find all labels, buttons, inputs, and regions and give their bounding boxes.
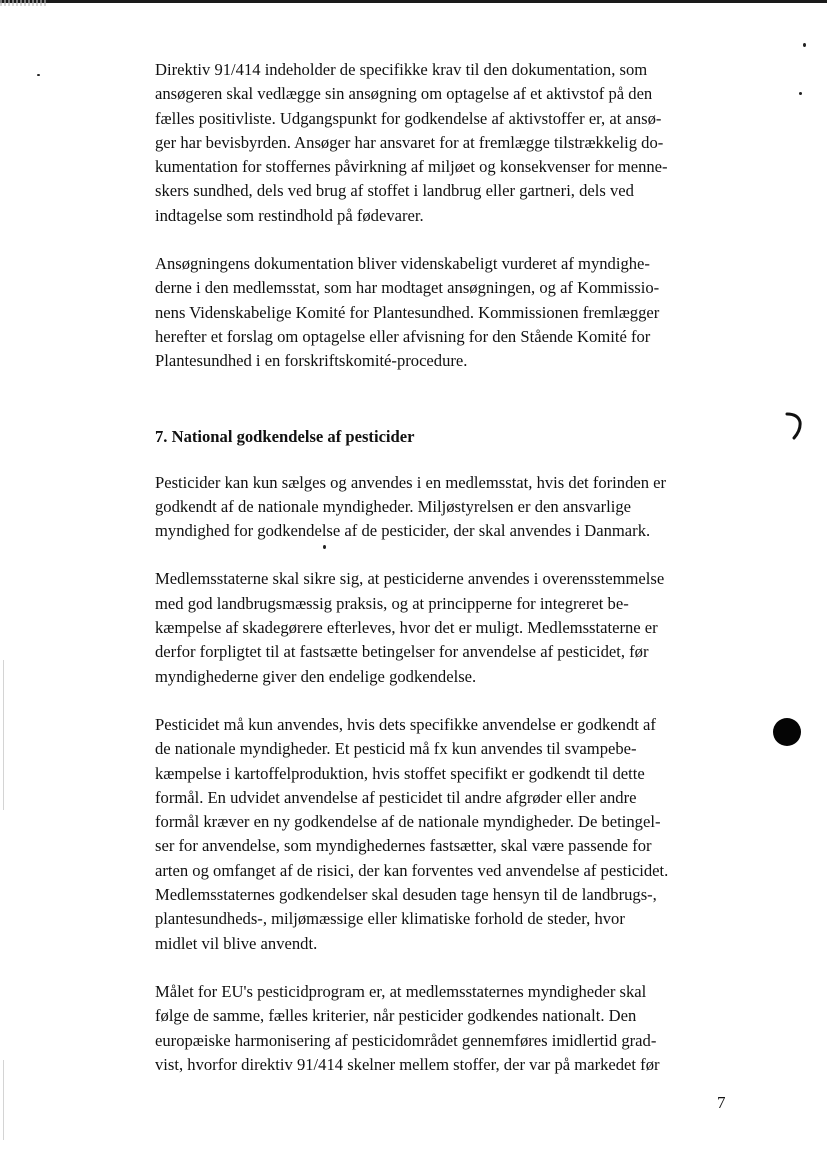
text-line: derne i den medlemsstat, som har modtaget ansøgningen, og af Kommissio-	[155, 278, 660, 298]
page-top-rule	[0, 0, 827, 3]
text-line: Ansøgningens dokumentation bliver videnskabeligt vurderet af myndighe-	[155, 254, 650, 274]
margin-speck	[803, 43, 806, 47]
paragraph-scientific-evaluation	[155, 252, 735, 373]
punch-hole	[773, 718, 801, 746]
text-line: nens Videnskabelige Komité for Plantesundhed. Kommissionen fremlægger	[155, 302, 660, 322]
page-number: 7	[717, 1093, 726, 1112]
text-line: Medlemsstaternes godkendelser skal desuden tage hensyn til de landbrugs-,	[155, 885, 657, 905]
text-line: fælles positivliste. Udgangspunkt for godkendelse af aktivstoffer er, at ansø-	[155, 108, 662, 128]
text-line: ser for anvendelse, som myndighedernes fastsætter, skal være passende for	[155, 836, 652, 856]
scan-edge-artifact	[0, 0, 46, 6]
text-line: de nationale myndigheder. Et pesticid må fx kun anvendes til svampebe-	[155, 739, 637, 759]
text-line: Medlemsstaterne skal sikre sig, at pesticiderne anvendes i overensstemmelse	[155, 569, 665, 589]
text-line: Plantesundhed i en forskriftskomité-procedure.	[155, 351, 468, 371]
text-line: følge de samme, fælles kriterier, når pesticider godkendes nationalt. Den	[155, 1006, 637, 1026]
text-line: vist, hvorfor direktiv 91/414 skelner mellem stoffer, der var på markedet før	[155, 1054, 660, 1074]
text-line: midlet vil blive anvendt.	[155, 933, 318, 953]
text-line: Direktiv 91/414 indeholder de specifikke krav til den dokumentation, som	[155, 60, 648, 79]
text-line: Pesticidet må kun anvendes, hvis dets specifikke anvendelse er godkendt af	[155, 714, 656, 734]
margin-bracket-mark	[784, 410, 808, 440]
text-line: arten og omfanget af de risici, der kan forventes ved anvendelse af pesticidet.	[155, 860, 669, 880]
margin-speck	[37, 74, 40, 76]
section-heading: 7. National godkendelse af pesticider	[155, 426, 415, 446]
text-line: kæmpelse af skadegørere efterleves, hvor det er muligt. Medlemsstaterne er	[155, 618, 658, 638]
text-line: myndighederne giver den endelige godkendelse.	[155, 666, 477, 686]
text-line: myndighed for godkendelse af de pesticider, der skal anvendes i Danmark.	[155, 521, 651, 541]
paragraph-member-states-practice	[155, 567, 735, 688]
text-line: plantesundheds-, miljømæssige eller klimatiske forhold de steder, hvor	[155, 909, 625, 929]
paragraph-directive-documentation	[155, 58, 735, 228]
margin-speck	[799, 92, 802, 95]
text-line: Målet for EU's pesticidprogram er, at medlemsstaternes myndigheder skal	[155, 981, 647, 1001]
text-line: herefter et forslag om optagelse eller afvisning for den Stående Komité for	[155, 326, 651, 346]
text-line: med god landbrugsmæssig praksis, og at principperne for integreret be-	[155, 593, 629, 613]
paragraph-specific-use	[155, 713, 735, 956]
document-body	[155, 58, 735, 1077]
text-line: ansøgeren skal vedlægge sin ansøgning om optagelse af et aktivstof på den	[155, 84, 653, 104]
text-line: kumentation for stoffernes påvirkning af miljøet og konsekvenser for menne-	[155, 157, 668, 177]
text-line: Pesticider kan kun sælges og anvendes i en medlemsstat, hvis det forinden er	[155, 472, 667, 492]
text-line: ger har bevisbyrden. Ansøger har ansvaret for at fremlægge tilstrækkelig do-	[155, 132, 664, 152]
text-line: indtagelse som restindhold på fødevarer.	[155, 205, 424, 225]
text-line: skers sundhed, dels ved brug af stoffet i landbrug eller gartneri, dels ved	[155, 181, 634, 201]
text-line: europæiske harmonisering af pesticidområdet gennemføres imidlertid grad-	[155, 1030, 657, 1050]
left-margin-rule	[3, 660, 4, 810]
text-line: formål kræver en ny godkendelse af de nationale myndigheder. De betingel-	[155, 812, 661, 832]
left-margin-rule	[3, 1060, 4, 1140]
paragraph-eu-programme	[155, 980, 735, 1077]
text-line: godkendt af de nationale myndigheder. Miljøstyrelsen er den ansvarlige	[155, 496, 632, 516]
text-line: formål. En udvidet anvendelse af pesticidet til andre afgrøder eller andre	[155, 787, 637, 807]
text-line: derfor forpligtet til at fastsætte betingelser for anvendelse af pesticidet, før	[155, 642, 649, 662]
text-line: kæmpelse i kartoffelproduktion, hvis stoffet specifikt er godkendt til dette	[155, 763, 645, 783]
paragraph-national-approval	[155, 471, 735, 544]
